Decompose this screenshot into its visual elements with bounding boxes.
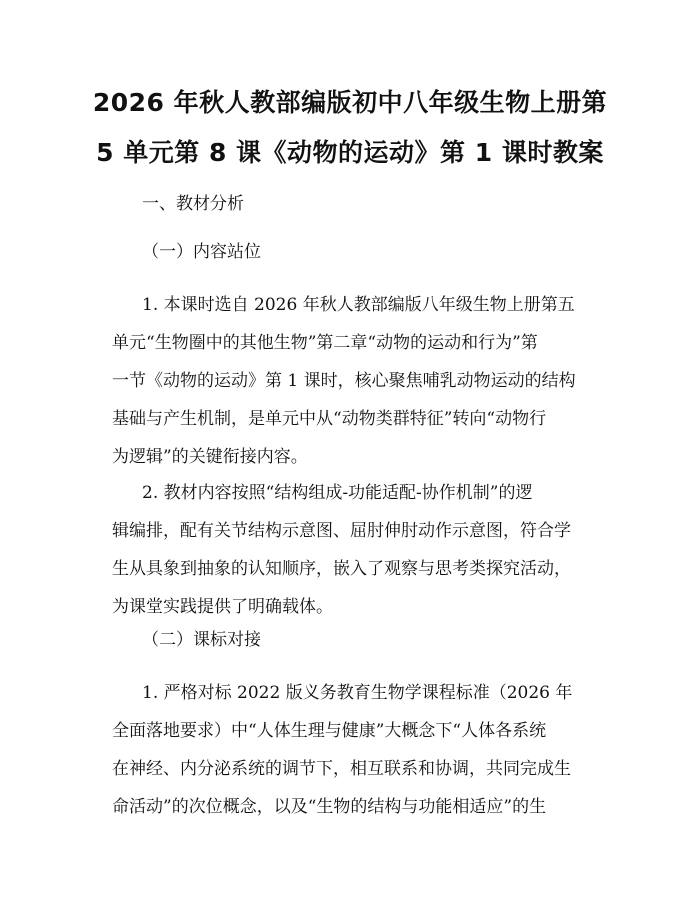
paragraph-line: 全面落地要求）中“人体生理与健康”大概念下“人体各系统 [112, 721, 547, 741]
subsection-heading-curriculum-alignment: （二）课标对接 [142, 630, 261, 650]
paragraph-line: 命活动”的次位概念，以及“生物的结构与功能相适应”的生 [112, 797, 547, 817]
paragraph-line: 单元“生物圈中的其他生物”第二章“动物的运动和行为”第 [112, 333, 538, 353]
paragraph-line: 在神经、内分泌系统的调节下，相互联系和协调，共同完成生 [112, 759, 571, 779]
paragraph-line: 1. 本课时选自 2026 年秋人教部编版八年级生物上册第五 [142, 295, 575, 315]
document-title-line-1: 2026 年秋人教部编版初中八年级生物上册第 [92, 88, 608, 117]
section-heading-teaching-material-analysis: 一、教材分析 [142, 194, 244, 214]
paragraph-line: 为课堂实践提供了明确载体。 [112, 597, 333, 617]
document-title-line-2: 5 单元第 8 课《动物的运动》第 1 课时教案 [96, 138, 604, 167]
paragraph-line: 基础与产生机制，是单元中从“动物类群特征”转向“动物行 [112, 409, 547, 429]
paragraph-2 [112, 474, 600, 626]
paragraph-line: 辑编排，配有关节结构示意图、屈肘伸肘动作示意图，符合学 [112, 521, 571, 541]
paragraph-3 [112, 674, 600, 826]
subsection-heading-content-position: （一）内容站位 [142, 242, 261, 262]
paragraph-1 [112, 286, 600, 476]
paragraph-line: 1. 严格对标 2022 版义务教育生物学课程标准（2026 年 [142, 683, 573, 703]
paragraph-line: 生从具象到抽象的认知顺序，嵌入了观察与思考类探究活动， [112, 559, 571, 579]
paragraph-line: 一节《动物的运动》第 1 课时，核心聚焦哺乳动物运动的结构 [112, 371, 576, 391]
paragraph-line: 为逻辑”的关键衔接内容。 [112, 447, 308, 467]
paragraph-line: 2. 教材内容按照“结构组成-功能适配-协作机制”的逻 [142, 483, 533, 503]
